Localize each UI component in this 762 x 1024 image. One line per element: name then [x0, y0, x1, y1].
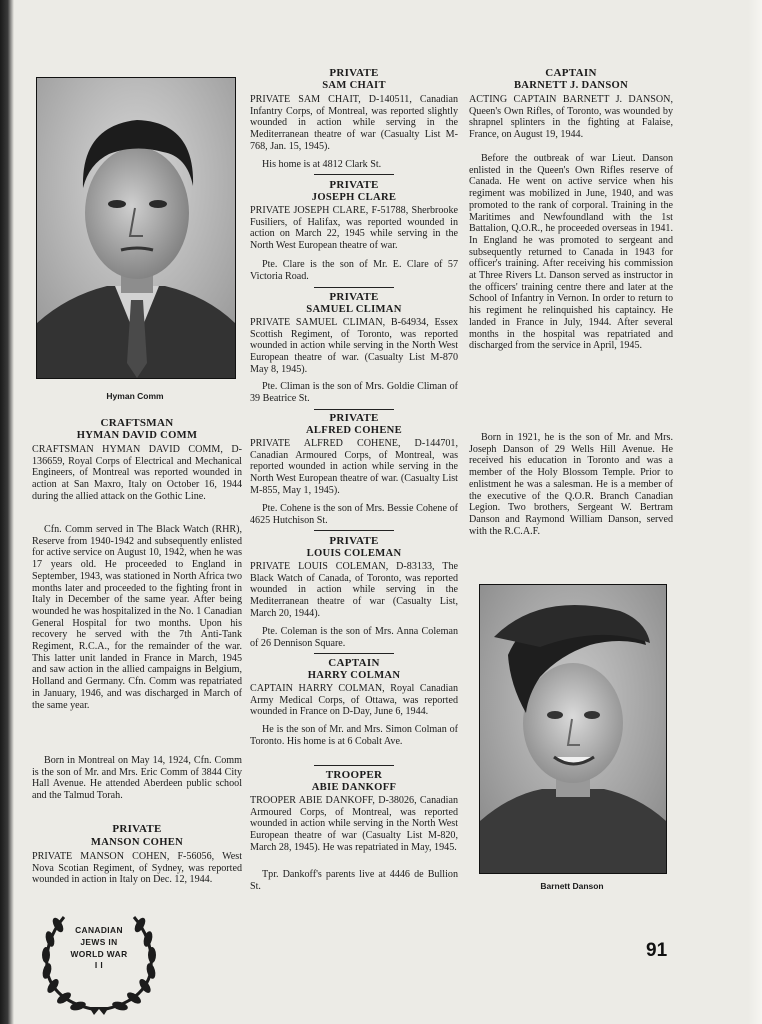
entry-rank-comm: CRAFTSMAN: [100, 417, 174, 429]
entry-text-clare-1: PRIVATE JOSEPH CLARE, F-51788, Sherbrooke Fusiliers, of Halifax, was reported wounded in action on March 22, 1945 while serving in the North West European theatre of war.: [250, 205, 458, 252]
divider: [314, 409, 394, 410]
entry-rank-dankoff: TROOPER: [325, 769, 383, 781]
entry-name-manson-cohen: MANSON COHEN: [90, 837, 184, 848]
entry-text-climan-2: Pte. Climan is the son of Mrs. Goldie Climan of 39 Beatrice St.: [250, 381, 458, 404]
portrait-hyman-comm: [37, 78, 235, 378]
entry-text-coleman-2: Pte. Coleman is the son of Mrs. Anna Coleman of 26 Dennison Square.: [250, 626, 458, 649]
entry-text-dankoff-2: Tpr. Dankoff's parents live at 4446 de Bullion St.: [250, 869, 458, 892]
divider: [314, 653, 394, 654]
entry-text-danson-2: Before the outbreak of war Lieut. Danson enlisted in the Queen's Own Rifles reserve of Canada. He went on active service when his regiment was mobilized in June, 1940, and was promoted to the rank of corporal. Training in the Maritimes and Newfoundland with the 1st Battalion, Q.O.R., he proceeded overseas in 1941. In England he was promoted to sergeant and subsequently returned to Canada in 1943 for officer's training. After receiving his commission at Three Rivers Lt. Danson served as instructor in the officers' training centre there and later at the School of Infantry in Vernon. In order to return to his regiment he relinquished his captaincy. He landed in France in July, 1944. After several months in the hospital was repatriated and discharged from the service in April, 1945.: [469, 153, 673, 352]
entry-text-comm-3: Born in Montreal on May 14, 1924, Cfn. Comm is the son of Mr. and Mrs. Eric Comm of 3844 City Hall Avenue. He attended Aberdeen public school and the Talmud Torah.: [32, 755, 242, 802]
entry-text-comm-1: CRAFTSMAN HYMAN DAVID COMM, D-136659, Royal Corps of Electrical and Mechanical Engineers, of Montreal was reported wounded in action at San Maxro, Italy on October 16, 1944 during the allied attack on the Gothic Line.: [32, 444, 242, 502]
entry-text-chait-2: His home is at 4812 Clark St.: [262, 159, 382, 170]
divider: [314, 530, 394, 531]
emblem-line-3: WORLD WAR: [70, 948, 128, 959]
page-edge: [748, 0, 762, 1024]
photo-hyman-comm: [36, 77, 236, 379]
entry-text-cohene-1: PRIVATE ALFRED COHENE, D-144701, Canadian Armoured Corps, of Montreal, was reported wounded in action while serving in the North West European theatre of war. (Casualty List M-855, May 1, 1945).: [250, 438, 458, 496]
entry-rank-climan: PRIVATE: [329, 291, 379, 303]
entry-text-chait-1: PRIVATE SAM CHAIT, D-140511, Canadian Infantry Corps, of Montreal, was reported slightly wounded in action while serving in the Mediterranean theatre of war (Casualty List M-768, Jan. 15, 1945).: [250, 94, 458, 152]
entry-text-colman-1: CAPTAIN HARRY COLMAN, Royal Canadian Army Medical Corps, of Ottawa, was reported wounded in France on D-Day, June 6, 1944.: [250, 683, 458, 718]
entry-rank-manson-cohen: PRIVATE: [112, 823, 162, 835]
entry-text-cohene-2: Pte. Cohene is the son of Mrs. Bessie Cohene of 4625 Hutchison St.: [250, 503, 458, 526]
entry-text-dankoff-1: TROOPER ABIE DANKOFF, D-38026, Canadian Armoured Corps, of Montreal, was reported wounded in action while serving in the North West European theatre of war (Casualty List M-820, March 28, 1945). He was repatriated in May, 1945.: [250, 795, 458, 853]
entry-rank-clare: PRIVATE: [329, 179, 379, 191]
entry-name-danson: BARNETT J. DANSON: [513, 80, 629, 91]
entry-text-comm-2: Cfn. Comm served in The Black Watch (RHR), Reserve from 1940-1942 and subsequently enlisted for active service on August 10, 1942, when he was 17 years old. He proceeded to England in September, 1943, was stationed in North Africa two months later and proceeded to the fighting front in Italy in December of the same year. After being wounded he was hospitalized in the No. 1 Canadian General Hospital for two months. Upon his recovery he served with the 7th Anti-Tank Regiment, R.C.A., for the remainder of the war. This latter unit landed in France in March, 1945 and saw action in the allied campaigns in Belgium, Holland and Germany. Cfn. Comm was repatriated in January, 1946, and was discharged in March of the same year.: [32, 524, 242, 711]
divider: [314, 287, 394, 288]
entry-name-cohene: ALFRED COHENE: [305, 425, 403, 436]
entry-name-dankoff: ABIE DANKOFF: [311, 782, 397, 793]
entry-rank-danson: CAPTAIN: [545, 67, 597, 79]
entry-name-climan: SAMUEL CLIMAN: [306, 304, 402, 315]
entry-name-chait: SAM CHAIT: [322, 80, 386, 91]
entry-name-clare: JOSEPH CLARE: [311, 192, 397, 203]
entry-name-comm: HYMAN DAVID COMM: [76, 430, 198, 441]
emblem-text: [34, 925, 164, 972]
divider: [314, 765, 394, 766]
entry-text-climan-1: PRIVATE SAMUEL CLIMAN, B-64934, Essex Scottish Regiment, of Toronto, was reported wounded in action while serving in the North West European theatre of war. (Casualty List M-870 May 8, 1945).: [250, 317, 458, 375]
entry-name-colman: HARRY COLMAN: [307, 670, 401, 681]
entry-name-coleman: LOUIS COLEMAN: [306, 548, 402, 559]
photo-caption-danson: Barnett Danson: [540, 881, 604, 891]
emblem-line-2: JEWS IN: [80, 936, 118, 947]
photo-barnett-danson: [479, 584, 667, 874]
portrait-barnett-danson: [480, 585, 666, 873]
photo-caption-comm: Hyman Comm: [106, 391, 164, 401]
entry-text-coleman-1: PRIVATE LOUIS COLEMAN, D-83133, The Black Watch of Canada, of Toronto, was reported wounded in action while serving in the Mediterranean theatre of war (Casualty List, March 20, 1944).: [250, 561, 458, 619]
emblem-line-4: I I: [94, 960, 104, 971]
entry-rank-colman: CAPTAIN: [328, 657, 380, 669]
entry-text-manson-cohen: PRIVATE MANSON COHEN, F-56056, West Nova Scotian Regiment, of Sydney, was reported wounded in action in Italy on Dec. 12, 1944.: [32, 851, 242, 886]
entry-rank-cohene: PRIVATE: [329, 412, 379, 424]
entry-text-danson-3: Born in 1921, he is the son of Mr. and Mrs. Joseph Danson of 29 Wells Hill Avenue. He received his education in Toronto and was a member of the Holy Blossom Temple. Prior to enlistment he was a salesman. He is a member of the executive of the Q.O.R. Branch Canadian Legion. Two brothers, Sergeant W. Bertram Danson and Raymond William Danson, served with the R.C.A.F.: [469, 432, 673, 537]
page-number: 91: [646, 940, 668, 961]
emblem-line-1: CANADIAN: [75, 925, 123, 935]
book-binding-shadow: [0, 0, 14, 1024]
entry-rank-chait: PRIVATE: [329, 67, 379, 79]
entry-text-colman-2: He is the son of Mr. and Mrs. Simon Colman of Toronto. His home is at 6 Cobalt Ave.: [250, 724, 458, 747]
entry-rank-coleman: PRIVATE: [329, 535, 379, 547]
entry-text-danson-1: ACTING CAPTAIN BARNETT J. DANSON, Queen's Own Rifles, of Toronto, was wounded by shrapnel splinters in the fighting at Falaise, France, on August 19, 1944.: [469, 94, 673, 141]
divider: [314, 174, 394, 175]
canadian-jews-ww2-emblem: [34, 903, 164, 1018]
entry-text-clare-2: Pte. Clare is the son of Mr. E. Clare of 57 Victoria Road.: [250, 259, 458, 282]
